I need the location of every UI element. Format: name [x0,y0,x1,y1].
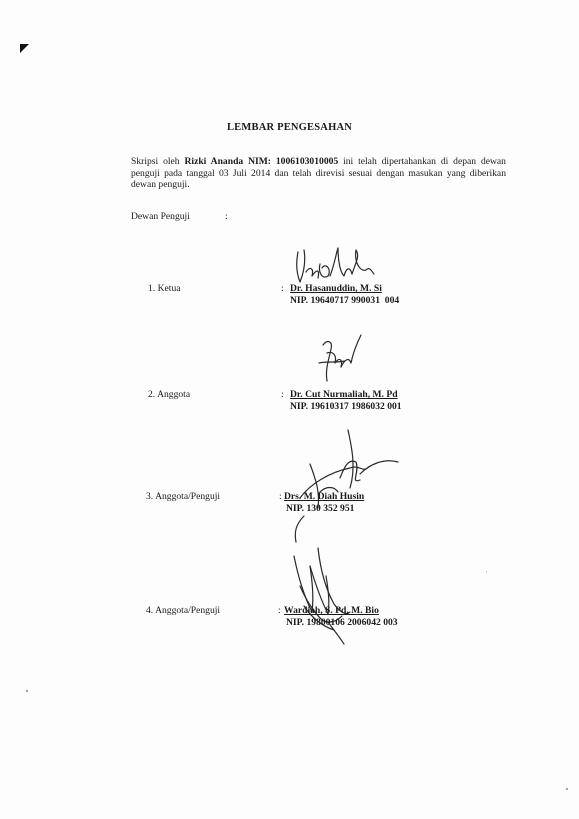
dewan-penguji-label: Dewan Penguji [131,211,190,222]
examiner-2-colon: : [281,389,284,400]
paragraph-suffix: ini telah dipertahankan di depan dewan penguji pada tanggal 03 Juli 2014 dan telah direvisi sesuai dengan masukan yang diberikan dewan penguji. [131,156,506,191]
document-title: LEMBAR PENGESAHAN [226,122,353,133]
scan-speck [26,690,28,692]
signature-anggota-penguji-1 [290,428,400,548]
examiner-1-role: 1. Ketua [148,283,181,294]
signature-anggota-penguji-2 [288,546,358,646]
scan-speck [566,788,568,790]
scan-corner-mark [20,44,29,53]
examiner-3-nip: NIP. 130 352 951 [286,503,355,514]
examiner-1-nip: NIP. 19640717 990031 004 [290,295,400,306]
examiner-1-colon: : [281,283,284,294]
examiner-3-colon: : [279,491,282,502]
examiner-2-role: 2. Anggota [148,389,191,400]
examiner-1-name: Dr. Hasanuddin, M. Si [290,283,382,294]
examiner-4-role: 4. Anggota/Penguji [146,605,221,616]
paragraph-prefix: Skripsi oleh [131,156,185,167]
examiner-4-name: Wardiah, S. Pd, M. Bio [284,605,379,616]
examiner-2-nip: NIP. 19610317 1986032 001 [290,401,402,412]
dewan-penguji-colon: : [225,211,228,222]
student-name-nim: Rizki Ananda NIM: 1006103010005 [184,156,339,167]
examiner-4-colon: : [278,605,281,616]
signature-anggota [315,333,365,388]
examiner-4-nip: NIP. 19800106 2006042 003 [286,617,398,628]
scan-speck [486,571,487,572]
examiner-3-name: Drs. M. Diah Husin [284,491,365,502]
examiner-2-name: Dr. Cut Nurmaliah, M. Pd [290,389,398,400]
examiner-3-role: 3. Anggota/Penguji [146,491,221,502]
approval-paragraph [131,156,506,191]
